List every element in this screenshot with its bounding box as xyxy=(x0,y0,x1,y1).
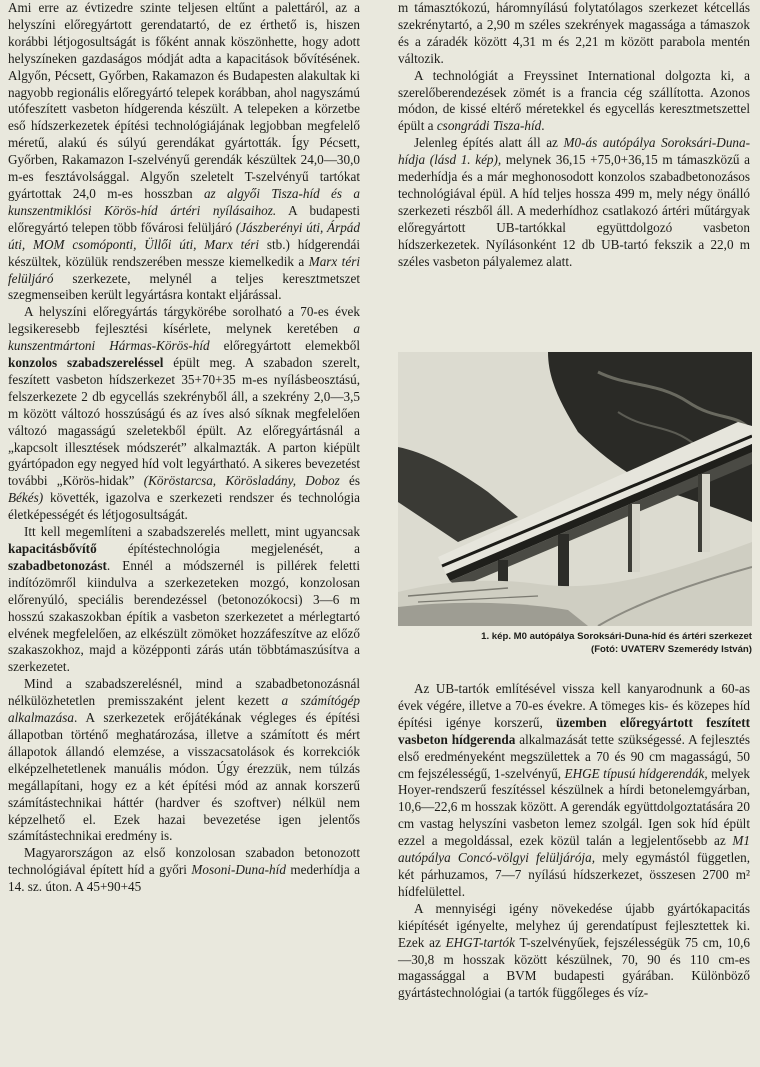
paragraph xyxy=(398,681,750,901)
caption-title: 1. kép. M0 autópálya Soroksári-Duna-híd és ártéri szerkezet xyxy=(481,631,752,642)
bridge-photo-illustration xyxy=(398,352,752,626)
bold-run: kapacitásbővítő xyxy=(8,541,97,556)
text-run: melynek 36,15 +75,0+36,15 m támaszközű a mederhídja és a már meghonosodott konzolos szabadbetonozásos technológiával épül. A híd teljes hossza 499 m, mely négy önálló szerkezeti részből áll. A mederhídhoz csatlakozó ártéri műtárgyak előregyártott UB-tartókkal együttdolgozó vasbeton hídszerkezetek. Nyílásonként 12 db UB-tartó fekszik a 22,0 m széles vasbeton pályalemez alatt. xyxy=(398,152,750,269)
text-run: alkalmazását tette szükségessé. A fejlesztés első eredményeként megszülettek a 70 és 90 cm magasságú, 50 cm fejszélességű, 1-szelvényű, xyxy=(398,731,750,781)
right-column-bottom xyxy=(398,681,750,1002)
text-run: Mind a szabadszerelésnél, mind a szabadbetonozásnál nélkülözhetetlen premisszaként jelent kezett xyxy=(8,676,360,709)
text-run: . A szerkezetek erőjátékának végleges és építési állapotban történő meghatározása, illetve a számított és mért állapotok állandó elemzése, a visszacsatolások és korrekciók elképzelhetetlenek manuális módon. Úgy érezzük, nem túlzás megállapítani, hogy ez a két építési mód az annak korszerű számítástechnikai háttér (hardver és szoftver) nélkül nem képzelhető el. Ezek hazai bevezetése igen jelentős számítástechnikai eredmény is. xyxy=(8,710,360,844)
text-run: melyek Hoyer-rendszerű feszítéssel készülnek a hírdi betonelemgyárban, 10,6—22,6 m hosszak között. A gerendák együttdolgoztatására 20 cm vastag helyszíni vasbeton lemez szolgál. Igen sok híd épült ezzel a megoldással, ezek közül talán a legjelentősebb az xyxy=(398,765,750,849)
italic-run: a számítógép alkalmazása xyxy=(8,693,361,726)
italic-run: Mosoni-Duna-híd xyxy=(191,862,286,878)
text-run: Magyarországon az első konzolosan szabadon betonozott technológiával épített híd a győri xyxy=(8,845,360,878)
text-run: Itt kell megemlíteni a szabadszerelés mellett, mint ugyancsak xyxy=(24,524,360,540)
paragraph xyxy=(8,676,360,845)
bold-run: konzolos szabadszereléssel xyxy=(8,355,164,371)
paragraph xyxy=(8,304,360,524)
paragraph xyxy=(8,845,360,896)
text-run: előregyártott elemekből xyxy=(209,338,360,354)
text-run: A technológiát a Freyssinet International dolgozta ki, a szerelőberendezések zömét is a francia cég szállította. Azonos módon, de kissé eltérő méretekkel és egycellás keresztmetszettel épült a xyxy=(398,67,750,134)
text-run: és xyxy=(339,473,360,489)
paragraph xyxy=(398,901,750,1002)
text-run: Az UB-tartók említésével vissza kell kanyarodnunk a 60-as évek végére, illetve a 70-es évekre. A tömeges kis- és közepes híd építési igénye korszerű, xyxy=(398,681,750,730)
text-run: A budapesti előregyártó telepen több fővárosi felüljáró xyxy=(8,202,360,235)
bridge-photo xyxy=(398,352,752,626)
paragraph xyxy=(398,0,750,68)
text-run: A mennyiségi igény növekedése újabb gyártókapacitás kiépítését igényelte, melyhez új gerendatípust fejlesztettek ki. Ezek az xyxy=(398,900,750,950)
text-run: m támasztókozú, háromnyílású folytatólagos szerkezet kétcellás szekrénytartó, a 2,90 m széles szekrények magassága a támaszok és a záradék között 4,31 m és 2,21 m között parabola mentén változik. xyxy=(398,0,750,66)
paragraph xyxy=(398,68,750,136)
italic-run: (Köröstarcsa, Körösladány, Doboz xyxy=(143,473,340,489)
paragraph xyxy=(398,135,750,270)
italic-run: EHGT-tartók xyxy=(445,934,515,950)
text-run: stb.) hídgerendái készültek, közülük rendszerében messze kiemelkedik a xyxy=(8,236,361,269)
right-column-top xyxy=(398,0,750,271)
text-run: mederhídja a 14. sz. úton. A 45+90+45 xyxy=(8,862,360,895)
italic-run: az algyői Tisza-híd és a kunszentmiklósi Körös-híd ártéri nyílásaihoz. xyxy=(8,185,360,218)
text-run: T-szelvényűek, fejszélességük 75 cm, 10,6—30,8 m hosszak között készülnek, 70, 90 és 110 cm-es magassággal a BVM budapesti gyárában. Különböző gyártástechnológiai (a tartók függőleges és víz- xyxy=(398,934,751,1001)
italic-run: csongrádi Tisza-híd xyxy=(436,118,542,134)
left-column xyxy=(8,0,360,896)
photo-caption xyxy=(398,630,752,656)
paragraph xyxy=(8,0,360,304)
text-run: épült meg. A szabadon szerelt, feszített vasbeton hídszerkezet 35+70+35 m-es nyílásbeosztású, felszerkezete 2 db egycellás szekrényből áll, a szekrény 2,0—3,5 m között változó hosszúságú és az íves alsó síknak megfelelően változó magasságú szeletekből épült. Az előregyártásnál a „kapcsolt illesztések módszerét” alkalmazták. A parton kiépült gyártópadon egy negyed híd volt legyártható. A sikeres bevezetést további „Körös-hidak” xyxy=(8,355,360,489)
text-run: építéstechnológia megjelenését, a xyxy=(96,541,360,556)
text-run: Ami erre az évtizedre szinte teljesen eltűnt a palettáról, az a helyszíni előregyártott gerendatartó, de ez érthető is, hiszen korábbi létjogosultságát is főként annak köszönhette, hogy adott helyszíneken gazdaságos módját adta a kapacitások bővítésének. Algyőn, Pécsett, Győrben, Rakamazon és Budapesten alakultak ki nagyobb regionális előregyártó telepek korábban, ahol nagyszámú utófeszített vasbeton hídgerenda készült. A telepeken a körzetbe eső hídszerkezetek építési technológiájának legjobban megfelelő méretű, alakú és súlyú gerendákat gyártották. Így Pécsett, Győrben, Rakamazon I-szelvényű gerendák készültek 24,0—30,0 m-es fesztávolsággal. Algyőn szeletelt T-szelvényű tartókat gyártottak 24,0 m-es hosszban xyxy=(8,0,360,201)
italic-run: M1 autópálya Concó-völgyi felüljárója, xyxy=(398,833,750,866)
text-run: . xyxy=(541,118,545,134)
text-run: Jelenleg építés alatt áll az xyxy=(414,135,564,151)
bold-run: üzemben előregyártott feszített vasbeton hídgerenda xyxy=(398,714,751,747)
italic-run: a kunszentmártoni Hármas-Körös-híd xyxy=(8,321,360,354)
text-run: . Ennél a módszernél is pillérek feletti indítózömről kiindulva a szerkezeteken mozgó, konzolosan előrenyúló, speciális berendezéssel (betonozókocsi) 3—6 m hosszú szakaszokban építik a vasbeton szerkezetet a mérlegtartó elvének megfelelően, az elkészült zömöket hozzáfeszítve az előző szakaszokhoz, majd a középponti zárás után többtámaszúsítva a szerkezetet. xyxy=(8,557,360,675)
italic-run: EHGE típusú hídgerendák, xyxy=(564,765,708,781)
italic-run: Békés) xyxy=(8,490,44,506)
caption-credit: (Fotó: UVATERV Szemerédy István) xyxy=(591,644,752,655)
paragraph xyxy=(8,524,360,676)
italic-run: (Jászberényi úti, Árpád úti, MOM csomóponti, Üllői úti, Marx téri xyxy=(8,219,360,252)
italic-run: Marx téri felüljáró xyxy=(8,253,360,286)
text-run: mely egymástól független, két párhuzamos, 7—7 nyílású hídszerkezet, összesen 2700 m² hídfelülettel. xyxy=(398,850,751,899)
text-run: szerkezete, melynél a teljes keresztmetszet szegmenseiben került legyártásra kontakt eljárással. xyxy=(8,270,360,303)
italic-run: M0-ás autópálya Soroksári-Duna-hídja (lásd 1. kép), xyxy=(398,135,751,168)
bold-run: szabadbetonozást xyxy=(8,557,107,573)
text-run: követték, igazolva e szerkezeti rendszer és technológia életképességét és létjogosultságát. xyxy=(8,490,360,523)
text-run: A helyszíni előregyártás tárgykörébe sorolható a 70-es évek legsikeresebb fejlesztési kísérlete, melynek keretében xyxy=(8,304,360,337)
